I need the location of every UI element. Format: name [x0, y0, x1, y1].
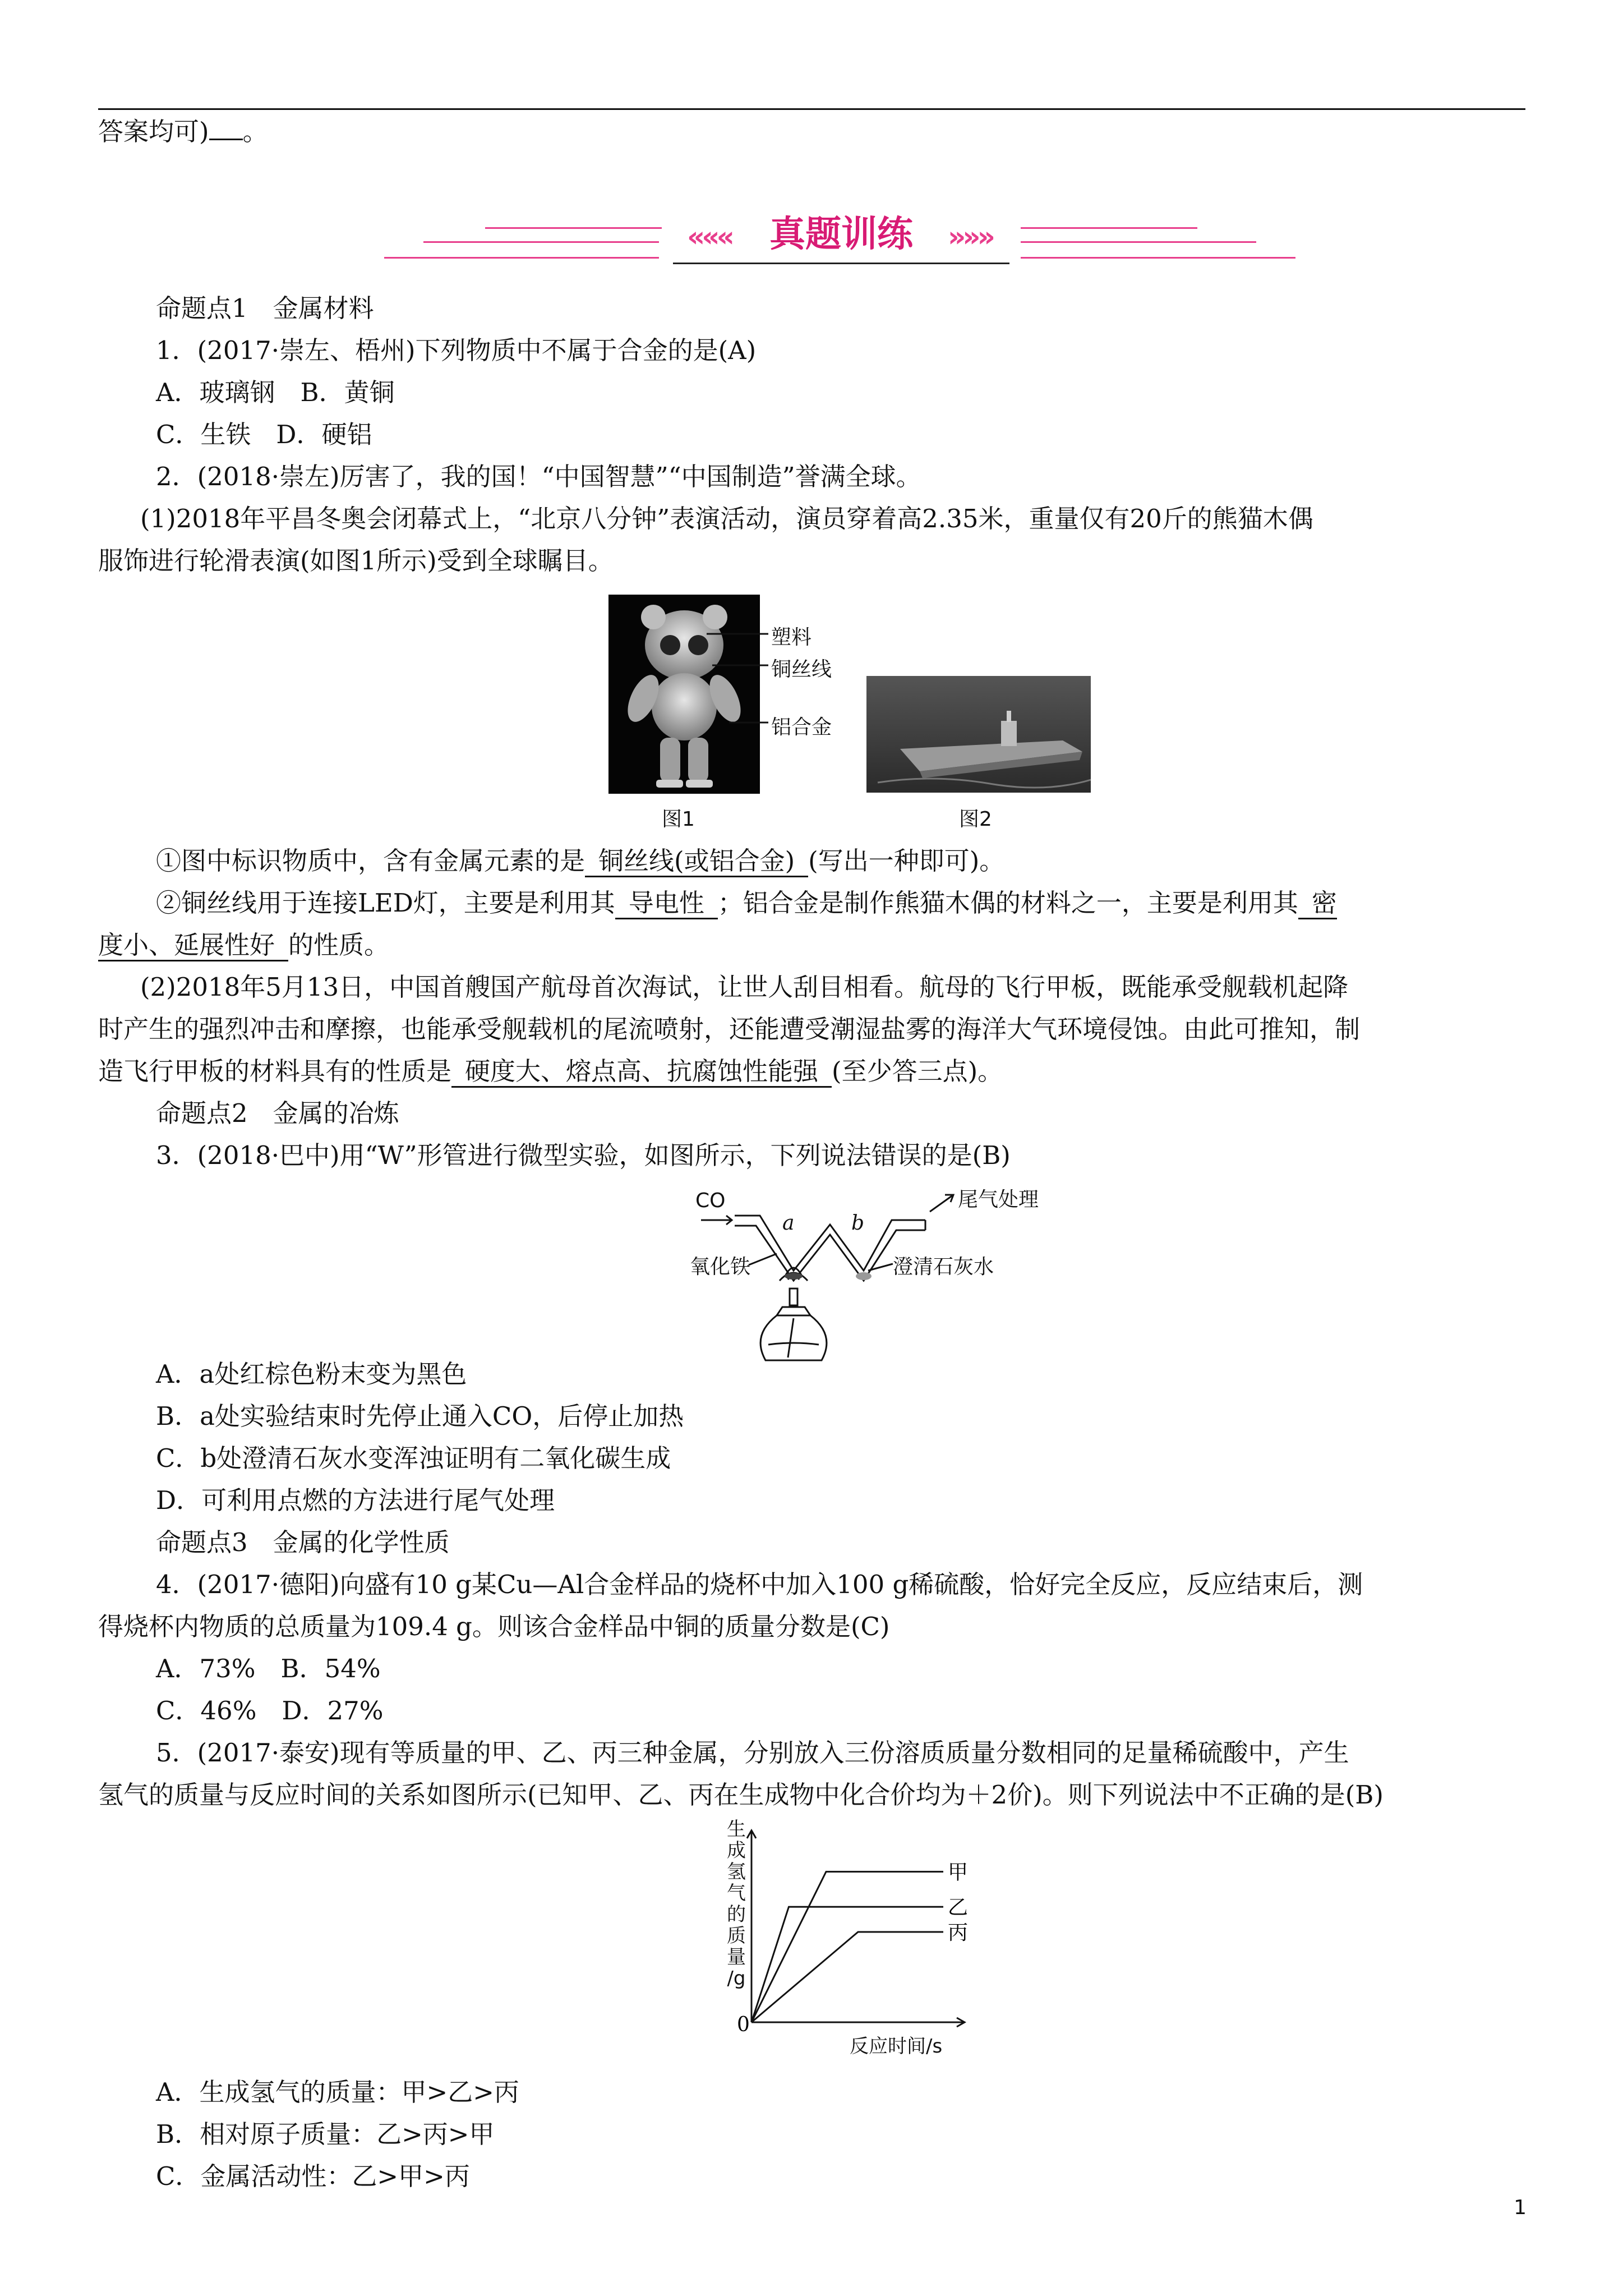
question-1-options-cd: C．生铁 D．硬铝 [156, 420, 372, 449]
question-5-line1: 5．(2017·泰安)现有等质量的甲、乙、丙三种金属，分别放入三份溶质质量分数相同的足量稀硫酸中，产生 [156, 1738, 1349, 1768]
answer-blank-sub2-a: 导电性 [615, 889, 718, 919]
y-axis-label: 生 成 氢 气 的 质 量 /g [727, 1818, 746, 1990]
banner-chevrons-right: »»» [948, 220, 992, 253]
question-4-options-cd: C．46% D．27% [156, 1696, 384, 1726]
question-2-part2-line1: (2)2018年5月13日，中国首艘国产航母首次海试，让世人刮目相看。航母的飞行甲板，既能承受舰载机起降 [140, 972, 1349, 1002]
topic-heading-2: 命题点2 金属的冶炼 [156, 1098, 399, 1128]
question-4-options-ab: A．73% B．54% [156, 1654, 381, 1683]
label-copper-wire: 铜丝线 [771, 658, 832, 681]
banner-rule-right-mid [1021, 241, 1256, 243]
series-line-3 [751, 1932, 943, 2022]
question-2-sub2-cont: 度小、延展性好 的性质。 [98, 928, 389, 962]
question-5-option-b: B．相对原子质量：乙>丙>甲 [156, 2119, 495, 2149]
question-3-option-b: B．a处实验结束时先停止通入CO，后停止加热 [156, 1401, 684, 1431]
question-1-options-ab: A．玻璃钢 B．黄铜 [156, 378, 395, 407]
question-5-line2: 氢气的质量与反应时间的关系如图所示(已知甲、乙、丙在生成物中化合价均为＋2价)。则下列说法中不正确的是(B) [98, 1780, 1384, 1810]
banner-underline [673, 263, 1009, 264]
series-line-1 [751, 1872, 943, 2022]
label-a: a [782, 1212, 795, 1235]
topic-heading-3: 命题点3 金属的化学性质 [156, 1527, 450, 1557]
page-number: 1 [1514, 2196, 1527, 2219]
topic-heading-1: 命题点1 金属材料 [156, 293, 374, 323]
question-2-stem: 2．(2018·崇左)厉害了，我的国！“中国智慧”“中国制造”誉满全球。 [156, 462, 921, 491]
label-co: CO [695, 1189, 726, 1212]
question-2-part2-line3: 造飞行甲板的材料具有的性质是 硬度大、熔点高、抗腐蚀性能强 (至少答三点)。 [98, 1055, 1003, 1088]
figure1-caption: 图1 [662, 808, 695, 831]
question-2-sub2: ②铜丝线用于连接LED灯，主要是利用其 导电性 ；铝合金是制作熊猫木偶的材料之一，主要是利用其 密 [156, 886, 1337, 920]
question-5-option-a: A．生成氢气的质量：甲>乙>丙 [156, 2077, 519, 2107]
question-2-part2-line2: 时产生的强烈冲击和摩擦，也能承受舰载机的尾流喷射，还能遭受潮湿盐雾的海洋大气环境侵蚀。由此可推知，制 [98, 1014, 1361, 1044]
label-plastic: 塑料 [771, 626, 812, 649]
hydrogen-mass-chart [718, 1820, 981, 2062]
question-4-line1: 4．(2017·德阳)向盛有10 g某Cu—Al合金样品的烧杯中加入100 g稀硫酸，恰好完全反应，反应结束后，测 [156, 1570, 1363, 1599]
answer-blank-sub2-b2: 度小、延展性好 [98, 931, 288, 961]
continuation-text: 答案均可) [98, 117, 209, 146]
banner-rule-left-bottom [384, 257, 659, 259]
question-4-line2: 得烧杯内物质的总质量为109.4 g。则该合金样品中铜的质量分数是(C) [98, 1612, 890, 1641]
question-2-sub1: ①图中标识物质中，含有金属元素的是 铜丝线(或铝合金) (写出一种即可)。 [156, 844, 1004, 878]
question-2-part1-line1: (1)2018年平昌冬奥会闭幕式上，“北京八分钟”表演活动，演员穿着高2.35米，重量仅有20斤的熊猫木偶 [140, 504, 1313, 533]
figure2-caption: 图2 [959, 808, 992, 831]
series-label-2: 乙 [948, 1896, 969, 1920]
question-3-stem: 3．(2018·巴中)用“W”形管进行微型实验，如图所示，下列说法错误的是(B) [156, 1140, 1011, 1170]
continuation-blank [209, 139, 243, 140]
label-aluminum-alloy: 铝合金 [771, 716, 832, 739]
continuation-line [98, 115, 268, 149]
banner-rule-left-top [485, 227, 662, 229]
question-3-option-c: C．b处澄清石灰水变浑浊证明有二氧化碳生成 [156, 1443, 671, 1473]
question-1-stem: 1．(2017·崇左、梧州)下列物质中不属于合金的是(A) [156, 335, 757, 365]
label-exhaust-treatment: 尾气处理 [958, 1188, 1039, 1211]
label-b: b [851, 1212, 865, 1235]
question-5-option-c: C．金属活动性：乙>甲>丙 [156, 2161, 470, 2191]
question-3-option-d: D．可利用点燃的方法进行尾气处理 [156, 1485, 555, 1515]
figure1-leader-lines [707, 617, 774, 729]
banner-rule-left-mid [423, 241, 659, 243]
x-axis-label: 反应时间/s [850, 2035, 943, 2058]
banner-chevrons-left: ««« [687, 220, 731, 253]
series-label-3: 丙 [948, 1921, 969, 1944]
header-rule [98, 108, 1525, 110]
answer-blank-sub1: 铜丝线(或铝合金) [585, 846, 808, 877]
section-banner-title: 真题训练 [769, 214, 913, 255]
label-iron-oxide: 氧化铁 [690, 1255, 751, 1278]
label-limewater: 澄清石灰水 [893, 1255, 994, 1278]
answer-blank-sub2-b1: 密 [1298, 889, 1337, 919]
series-label-1: 甲 [948, 1861, 969, 1884]
answer-blank-part2: 硬度大、熔点高、抗腐蚀性能强 [451, 1057, 832, 1088]
origin-label: 0 [737, 2013, 750, 2036]
continuation-end: 。 [242, 117, 268, 146]
question-2-part1-line2: 服饰进行轮滑表演(如图1所示)受到全球瞩目。 [98, 546, 614, 576]
banner-rule-right-bottom [1021, 257, 1295, 259]
banner-rule-right-top [1021, 227, 1197, 229]
question-3-option-a: A．a处红棕色粉末变为黑色 [156, 1359, 467, 1389]
aircraft-carrier-photo [866, 676, 1091, 793]
